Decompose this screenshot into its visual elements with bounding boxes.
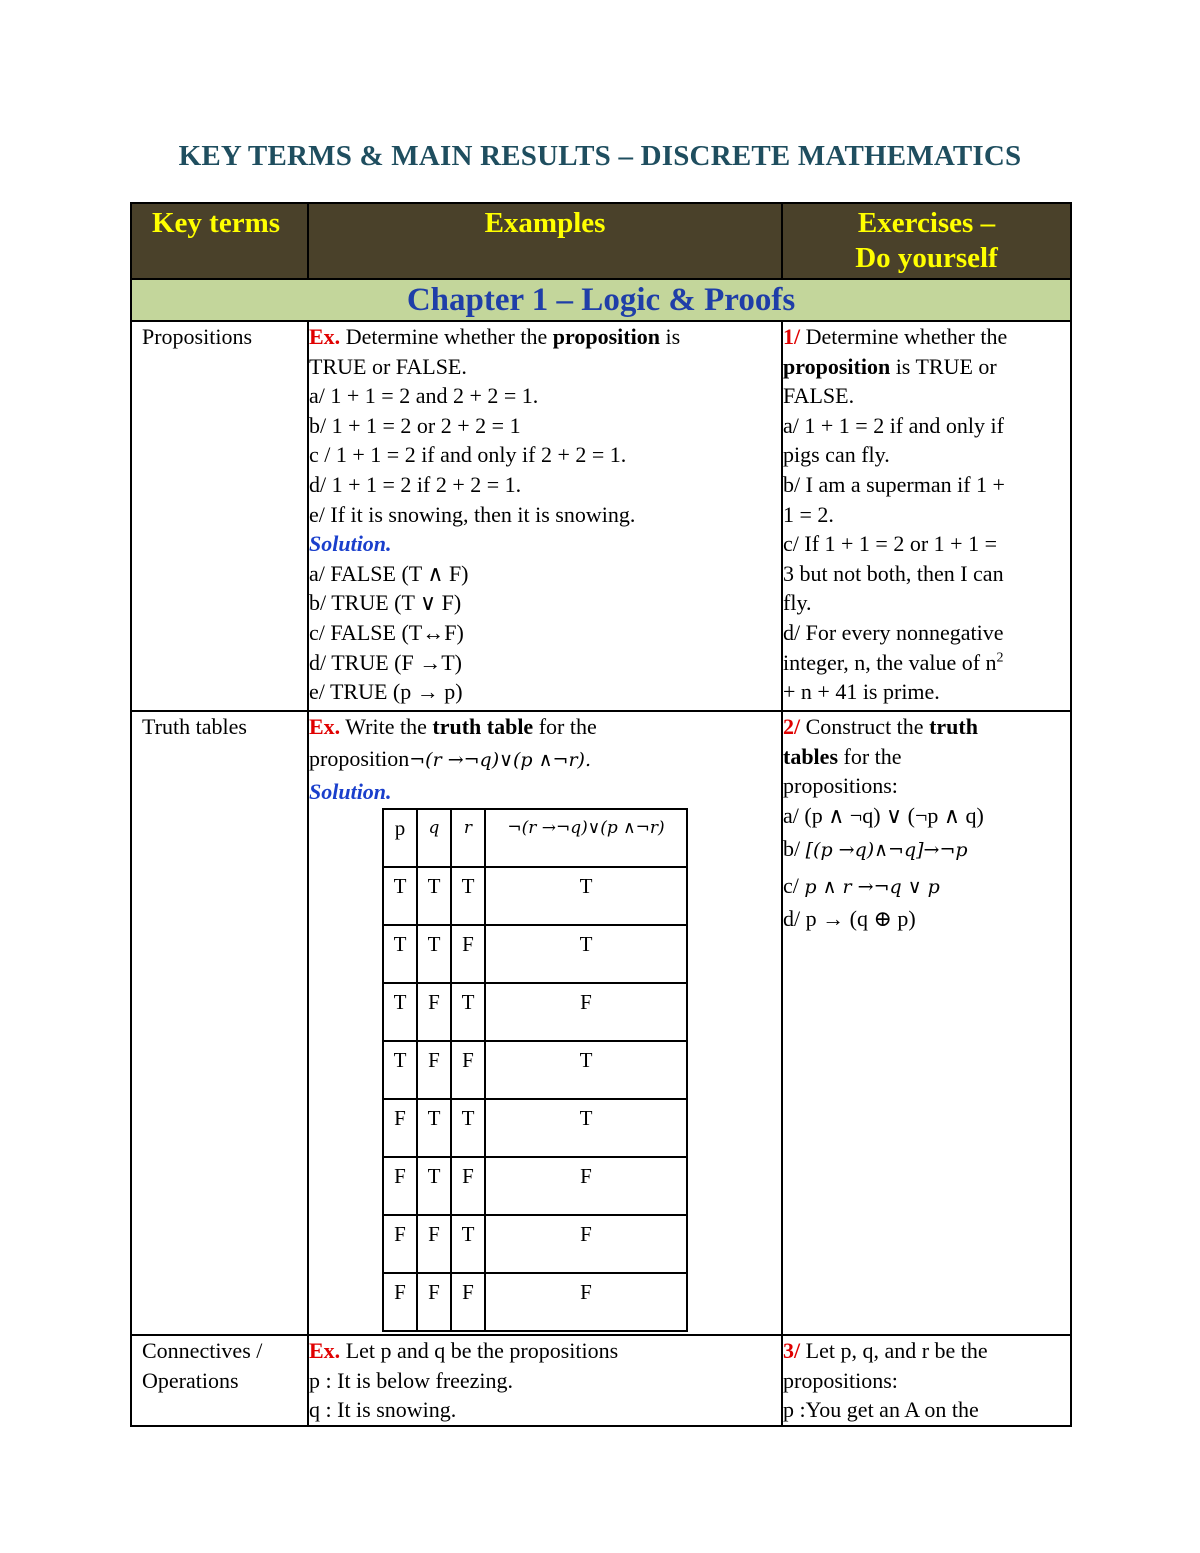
truth-table-cell: T xyxy=(383,1041,417,1099)
example-intro: Ex. Let p and q be the propositions xyxy=(309,1338,619,1364)
truth-table-cell: F xyxy=(485,983,687,1041)
ex-label: Ex. xyxy=(309,714,341,739)
exercise-line: pigs can fly. xyxy=(783,442,890,468)
truth-table-cell: F xyxy=(485,1273,687,1331)
truth-table-cell: F xyxy=(451,925,485,983)
truth-table-cell: F xyxy=(451,1041,485,1099)
exercise-line: fly. xyxy=(783,590,812,616)
table-row-truth-tables xyxy=(131,711,1071,1335)
truth-table-header xyxy=(383,809,687,867)
key-term-propositions: Propositions xyxy=(131,321,308,711)
truth-table-cell: F xyxy=(451,1273,485,1331)
exercise-line: a/ (p ∧ ¬q) ∨ (¬p ∧ q) xyxy=(783,802,984,828)
truth-table-row xyxy=(383,925,687,983)
example-line: a/ 1 + 1 = 2 and 2 + 2 = 1. xyxy=(309,383,539,409)
truth-table-cell: T xyxy=(417,925,451,983)
example-line: e/ If it is snowing, then it is snowing. xyxy=(309,501,636,527)
truth-table-cell: T xyxy=(451,1215,485,1273)
truth-table-cell: T xyxy=(383,983,417,1041)
header-exercises-line1: Exercises – xyxy=(857,207,996,239)
header-exercises-line2: Do yourself xyxy=(855,242,998,274)
truth-table-cell: T xyxy=(417,1157,451,1215)
truth-table-cell: F xyxy=(417,1273,451,1331)
truth-table-header-cell: ¬(r →¬q)∨(p ∧¬r) xyxy=(485,809,687,867)
truth-table-cell: T xyxy=(451,1099,485,1157)
chapter-title: Chapter 1 – Logic & Proofs xyxy=(131,279,1071,321)
ex-label: Ex. xyxy=(309,1338,341,1364)
header-examples: Examples xyxy=(308,203,782,279)
exercise-number: 2/ xyxy=(783,714,801,739)
example-intro: Ex. Write the truth table for the xyxy=(309,714,597,739)
exercises-truth-tables xyxy=(782,711,1071,1335)
truth-table-cell: F xyxy=(417,983,451,1041)
exercise-intro: 2/ Construct the truth xyxy=(783,714,978,739)
truth-table-header-cell: p xyxy=(383,809,417,867)
truth-table-row xyxy=(383,1215,687,1273)
exercise-line: tables for the xyxy=(783,743,902,769)
exercises-connectives xyxy=(782,1335,1071,1426)
exercise-line: integer, n, the value of $n^2$ xyxy=(783,649,1004,675)
key-term-truth-tables: Truth tables xyxy=(131,711,308,1335)
exercise-line: d/ For every nonnegative xyxy=(783,619,1004,645)
truth-table-cell: F xyxy=(485,1215,687,1273)
exercises-propositions xyxy=(782,321,1071,711)
exercise-line: 3 but not both, then I can xyxy=(783,560,1004,586)
solution-label: Solution. xyxy=(309,531,392,557)
truth-table-header-cell: r xyxy=(451,809,485,867)
page-title: KEY TERMS & MAIN RESULTS – DISCRETE MATHEMATICS xyxy=(178,140,1022,172)
exercise-line: p :You get an A on the xyxy=(783,1397,979,1423)
exercise-number: 3/ xyxy=(783,1338,801,1364)
solution-line: c/ FALSE (T↔F) xyxy=(309,619,464,645)
truth-table-header-cell: q xyxy=(417,809,451,867)
example-line: d/ 1 + 1 = 2 if 2 + 2 = 1. xyxy=(309,471,522,497)
exercise-line: propositions: xyxy=(783,1367,898,1393)
solution-label: Solution. xyxy=(309,778,392,804)
examples-truth-tables xyxy=(308,711,782,1335)
exercise-line: 1 = 2. xyxy=(783,501,834,527)
truth-table xyxy=(382,808,688,1332)
example-line: c / 1 + 1 = 2 if and only if 2 + 2 = 1. xyxy=(309,442,627,468)
example-line: proposition¬(r →¬q)∨(p ∧¬r). xyxy=(309,745,591,771)
truth-table-cell: F xyxy=(417,1041,451,1099)
truth-table-cell: T xyxy=(383,867,417,925)
truth-table-cell: T xyxy=(485,1041,687,1099)
proposition-formula: ¬(r →¬q)∨(p ∧¬r). xyxy=(409,748,591,771)
key-term-connectives: Connectives / Operations xyxy=(131,1335,308,1426)
truth-table-cell: F xyxy=(383,1215,417,1273)
exercise-line: propositions: xyxy=(783,773,898,799)
truth-table-row xyxy=(383,1273,687,1331)
example-line: q : It is snowing. xyxy=(309,1397,457,1423)
truth-table-cell: T xyxy=(417,867,451,925)
truth-table-cell: F xyxy=(383,1157,417,1215)
exercise-line: a/ 1 + 1 = 2 if and only if xyxy=(783,412,1004,438)
truth-table-cell: F xyxy=(485,1157,687,1215)
table-header-row xyxy=(131,203,1071,279)
exercise-line: + n + 41 is prime. xyxy=(783,679,940,705)
exercise-intro: 1/ Determine whether the xyxy=(783,324,1008,349)
truth-table-row xyxy=(383,983,687,1041)
header-key-terms: Key terms xyxy=(131,203,308,279)
solution-line: e/ TRUE (p → p) xyxy=(309,679,463,705)
chapter-row xyxy=(131,279,1071,321)
truth-table-cell: F xyxy=(417,1215,451,1273)
exercise-intro: 3/ Let p, q, and r be the xyxy=(783,1338,988,1364)
formula: p ∧ r →¬q ∨ p xyxy=(804,876,940,899)
truth-table-cell: T xyxy=(383,925,417,983)
truth-table-cell: T xyxy=(417,1099,451,1157)
table-row-connectives xyxy=(131,1335,1071,1426)
truth-table-cell: F xyxy=(451,1157,485,1215)
truth-table-row xyxy=(383,1041,687,1099)
truth-table-row xyxy=(383,867,687,925)
superscript: 2 xyxy=(996,650,1004,666)
exercise-line: d/ p → (q ⊕ p) xyxy=(783,906,916,932)
formula: [(p →q)∧¬q]→¬p xyxy=(805,839,968,862)
solution-line: a/ FALSE (T ∧ F) xyxy=(309,560,469,586)
exercise-number: 1/ xyxy=(783,324,801,349)
truth-table-cell: T xyxy=(451,983,485,1041)
truth-table-cell: T xyxy=(485,925,687,983)
examples-connectives xyxy=(308,1335,782,1426)
truth-table-cell: T xyxy=(485,867,687,925)
examples-propositions xyxy=(308,321,782,711)
solution-line: d/ TRUE (F →T) xyxy=(309,649,462,675)
truth-table-row xyxy=(383,1157,687,1215)
truth-table-cell: F xyxy=(383,1273,417,1331)
exercise-line: c/ If 1 + 1 = 2 or 1 + 1 = xyxy=(783,531,997,557)
exercise-line: proposition is TRUE or xyxy=(783,353,997,379)
example-intro: Ex. Determine whether the proposition is xyxy=(309,324,681,349)
exercise-line: c/ p ∧ r →¬q ∨ p xyxy=(783,873,940,899)
example-line: b/ 1 + 1 = 2 or 2 + 2 = 1 xyxy=(309,412,521,438)
truth-table-cell: T xyxy=(451,867,485,925)
exercise-line: FALSE. xyxy=(783,383,855,409)
truth-table-row xyxy=(383,1099,687,1157)
ex-label: Ex. xyxy=(309,324,341,349)
header-exercises xyxy=(782,203,1071,279)
exercise-line: b/ I am a superman if 1 + xyxy=(783,471,1005,497)
key-terms-table xyxy=(130,202,1072,1427)
table-row-propositions xyxy=(131,321,1071,711)
solution-line: b/ TRUE (T ∨ F) xyxy=(309,590,462,616)
exercise-line: b/ [(p →q)∧¬q]→¬p xyxy=(783,836,968,862)
truth-table-cell: F xyxy=(383,1099,417,1157)
truth-table-cell: T xyxy=(485,1099,687,1157)
example-line: p : It is below freezing. xyxy=(309,1367,514,1393)
example-line: TRUE or FALSE. xyxy=(309,353,467,379)
